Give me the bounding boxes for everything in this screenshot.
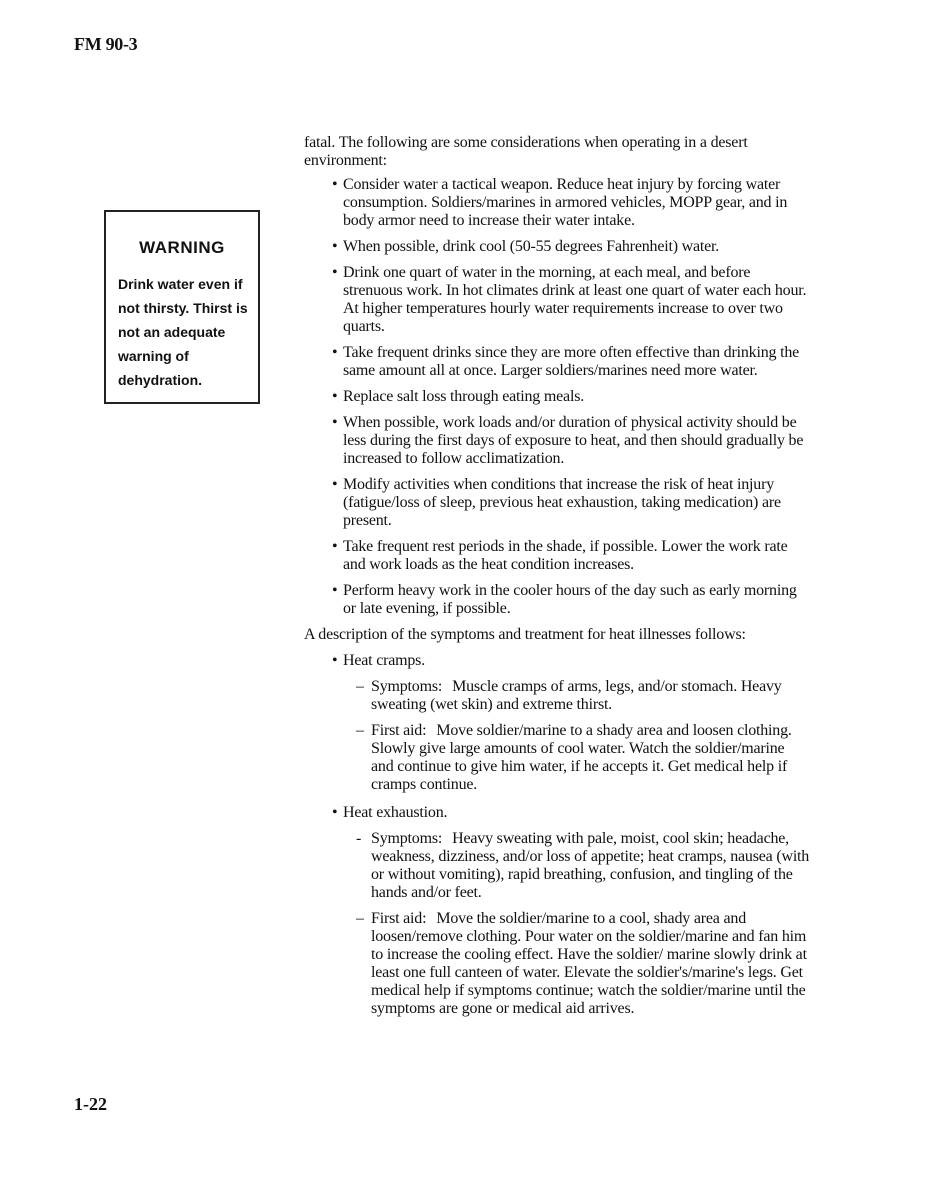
bullet-marker: • — [332, 238, 338, 255]
bullet-marker: • — [332, 476, 338, 493]
list-item-text: When possible, drink cool (50-55 degrees Fahrenheit) water. — [343, 238, 720, 255]
illness-name: Heat exhaustion. — [343, 804, 448, 821]
list-item-text: Modify activities when conditions that increase the risk of heat injury (fatigue/loss of sleep, previous heat exhaustion, taking medication) are present. — [343, 476, 781, 529]
dash-marker: – — [356, 678, 364, 695]
illness-lead-paragraph: A description of the symptoms and treatment for heat illnesses follows: — [304, 626, 746, 643]
list-item — [304, 238, 810, 256]
warning-text: Drink water even if not thirsty. Thirst is not an adequate warning of dehydration. — [118, 276, 248, 388]
bullet-marker: • — [332, 264, 338, 281]
list-item-text: Take frequent drinks since they are more often effective than drinking the same amount all at once. Larger soldiers/marines need more water. — [343, 344, 800, 379]
item-label: Symptoms: — [371, 830, 443, 847]
list-item-text: Consider water a tactical weapon. Reduce heat injury by forcing water consumption. Soldiers/marines in armored vehicles, MOPP gear, and in body armor need to increase their water intake. — [343, 176, 788, 229]
list-item — [304, 538, 810, 574]
bullet-marker: • — [332, 538, 338, 555]
dash-marker: – — [356, 910, 364, 927]
list-item-text: Drink one quart of water in the morning, at each meal, and before strenuous work. In hot climates drink at least one quart of water each hour. At higher temperatures hourly water requirements increase to over two quarts. — [343, 264, 807, 335]
bullet-marker: • — [332, 652, 338, 669]
item-text: Move the soldier/marine to a cool, shady area and loosen/remove clothing. Pour water on the soldier/marine and fan him to increase the cooling effect. Have the soldier/ marine slowly drink at least one full canteen of water. Elevate the soldier's/marine's legs. Get medical help if symptoms continue; watch the soldier/marine until the symptoms are gone or medical aid arrives. — [371, 910, 807, 1017]
page-number: 1-22 — [74, 1094, 107, 1114]
item-text: Heavy sweating with pale, moist, cool skin; headache, weakness, dizziness, and/or loss of appetite; heat cramps, nausea (with or without vomiting), rapid breathing, confusion, and tingling of the hands and/or feet. — [371, 830, 810, 901]
illness-name: Heat cramps. — [343, 652, 426, 669]
main-text — [304, 134, 810, 1028]
list-item-text: Perform heavy work in the cooler hours of the day such as early morning or late evening, if possible. — [343, 582, 797, 617]
illness-heat-exhaustion — [304, 804, 810, 1018]
item-label: First aid: — [371, 910, 427, 927]
item-label: Symptoms: — [371, 678, 443, 695]
list-item-text: Take frequent rest periods in the shade, if possible. Lower the work rate and work loads as the heat condition increases. — [343, 538, 788, 573]
illness-heat-cramps — [304, 652, 810, 794]
item-label: First aid: — [371, 722, 427, 739]
bullet-marker: • — [332, 804, 338, 821]
warning-box — [104, 210, 260, 404]
list-item — [304, 388, 810, 406]
list-item — [304, 476, 810, 530]
considerations-list — [304, 176, 810, 618]
list-item-text: Replace salt loss through eating meals. — [343, 388, 585, 405]
first-aid-item — [343, 722, 810, 794]
item-text: Move soldier/marine to a shady area and loosen clothing. Slowly give large amounts of cool water. Watch the soldier/marine and continue to give him water, if he accepts it. Get medical help if cramps continue. — [371, 722, 792, 793]
intro-paragraph: fatal. The following are some considerations when operating in a desert environment: — [304, 134, 748, 169]
list-item — [304, 582, 810, 618]
list-item — [304, 344, 810, 380]
bullet-marker: • — [332, 388, 338, 405]
bullet-marker: • — [332, 344, 338, 361]
dash-marker: - — [356, 830, 362, 847]
list-item — [304, 264, 810, 336]
list-item — [304, 176, 810, 230]
bullet-marker: • — [332, 176, 338, 193]
symptoms-item — [343, 830, 810, 902]
list-item — [304, 414, 810, 468]
item-text: Muscle cramps of arms, legs, and/or stomach. Heavy sweating (wet skin) and extreme thirst. — [371, 678, 782, 713]
list-item-text: When possible, work loads and/or duration of physical activity should be less during the first days of exposure to heat, and then should gradually be increased to follow acclimatization. — [343, 414, 804, 467]
first-aid-item — [343, 910, 810, 1018]
illness-details — [343, 830, 810, 1018]
bullet-marker: • — [332, 414, 338, 431]
symptoms-item — [343, 678, 810, 714]
warning-title: WARNING — [139, 238, 225, 257]
dash-marker: – — [356, 722, 364, 739]
illness-details — [343, 678, 810, 794]
bullet-marker: • — [332, 582, 338, 599]
page-header-doc-id: FM 90-3 — [74, 34, 138, 54]
